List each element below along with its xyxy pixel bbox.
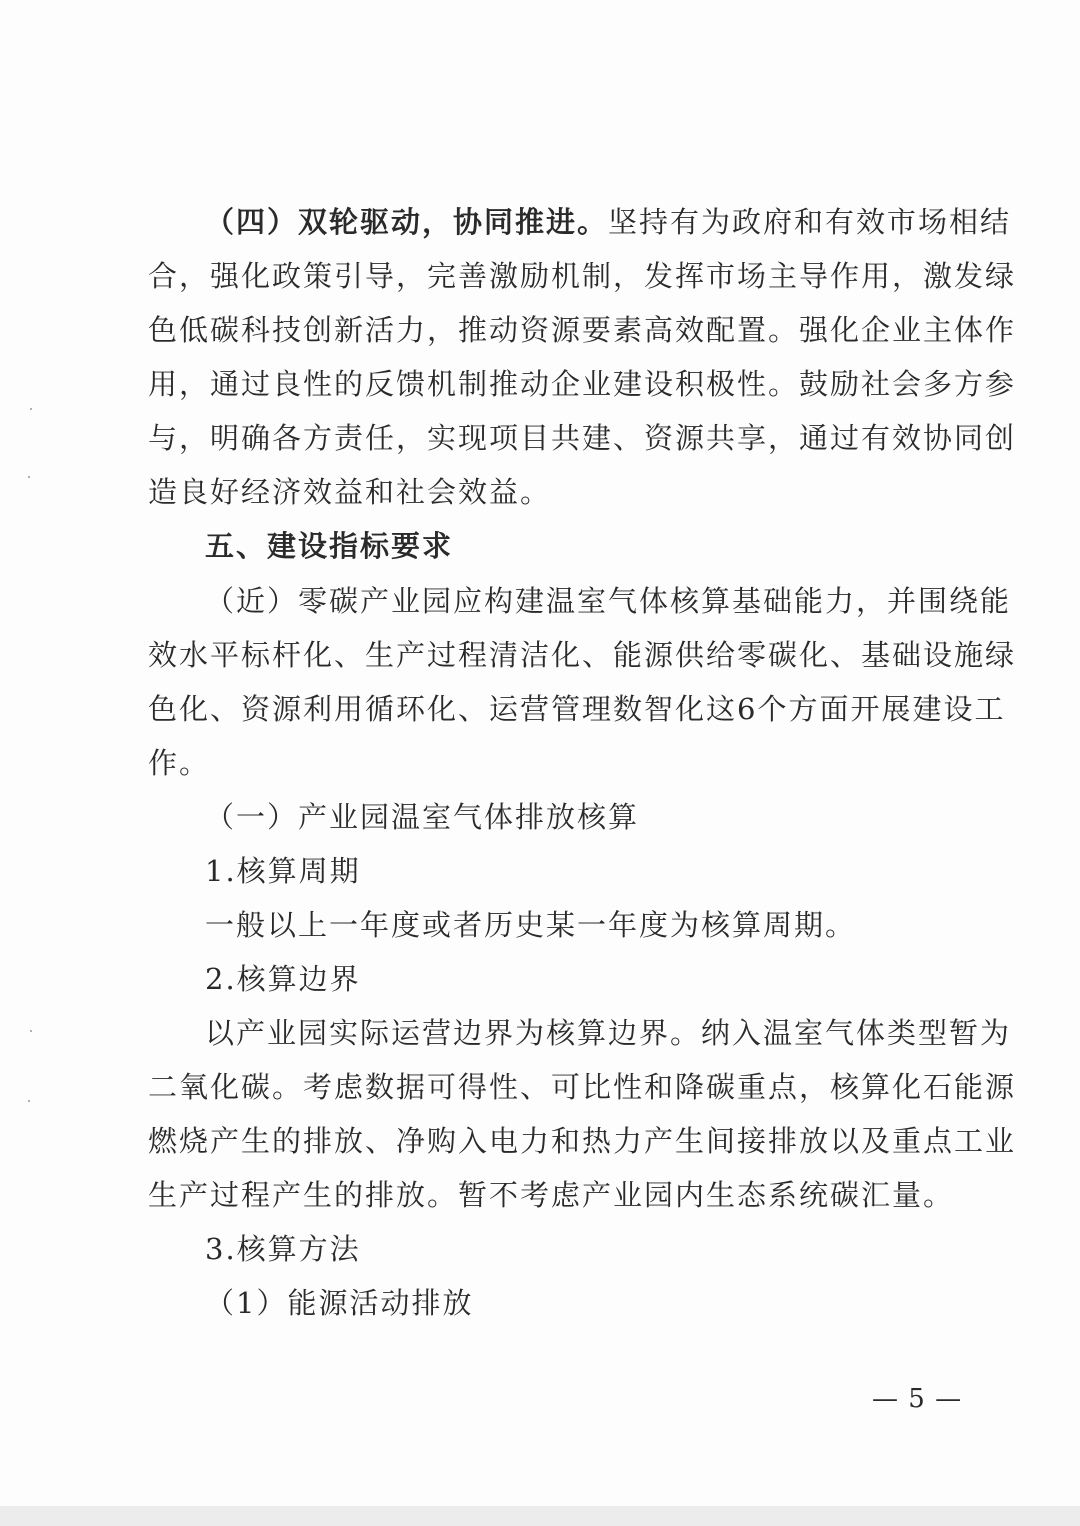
item-2-line-1: 以产业园实际运营边界为核算边界。纳入温室气体类型暂为 (205, 1016, 1012, 1050)
paragraph-four-line-5: 与，明确各方责任，实现项目共建、资源共享，通过有效协同创 (148, 421, 1017, 455)
section-five-heading: 五、建设指标要求 (205, 529, 454, 563)
item-2-line-4: 生产过程产生的排放。暂不考虑产业园内生态系统碳汇量。 (148, 1178, 955, 1212)
subsection-one-heading: （一）产业园温室气体排放核算 (205, 800, 640, 834)
section-five-intro-line-4: 作。 (148, 746, 211, 780)
item-3-sub-1: （1）能源活动排放 (205, 1286, 474, 1320)
scan-speck (30, 1030, 32, 1032)
paragraph-four-line-1-text: 坚持有为政府和有效市场相结 (608, 205, 1012, 239)
item-2-title: 2.核算边界 (205, 962, 361, 996)
scan-bottom-edge (0, 1506, 1080, 1526)
item-3-title: 3.核算方法 (205, 1232, 361, 1266)
paragraph-four-line-6: 造良好经济效益和社会效益。 (148, 475, 552, 509)
scan-speck (30, 408, 32, 410)
paragraph-four-line-1 (205, 205, 1011, 239)
section-five-intro-line-1: （近）零碳产业园应构建温室气体核算基础能力，并围绕能 (205, 584, 1012, 618)
paragraph-four-line-3: 色低碳科技创新活力，推动资源要素高效配置。强化企业主体作 (148, 313, 1017, 347)
paragraph-four-line-4: 用，通过良性的反馈机制推动企业建设积极性。鼓励社会多方参 (148, 367, 1017, 401)
page-number: — 5 — (872, 1384, 963, 1414)
item-1-title: 1.核算周期 (205, 854, 361, 888)
scan-speck (28, 1100, 30, 1102)
paragraph-four-bold-lead: （四）双轮驱动，协同推进。 (205, 205, 609, 239)
item-2-line-3: 燃烧产生的排放、净购入电力和热力产生间接排放以及重点工业 (148, 1124, 1017, 1158)
item-2-line-2: 二氧化碳。考虑数据可得性、可比性和降碳重点，核算化石能源 (148, 1070, 1017, 1104)
item-1-text: 一般以上一年度或者历史某一年度为核算周期。 (205, 908, 857, 942)
section-five-intro-line-2: 效水平标杆化、生产过程清洁化、能源供给零碳化、基础设施绿 (148, 638, 1017, 672)
section-five-intro-line-3: 色化、资源利用循环化、运营管理数智化这6个方面开展建设工 (148, 692, 1006, 726)
paragraph-four-line-2: 合，强化政策引导，完善激励机制，发挥市场主导作用，激发绿 (148, 259, 1017, 293)
scan-speck (28, 476, 30, 478)
